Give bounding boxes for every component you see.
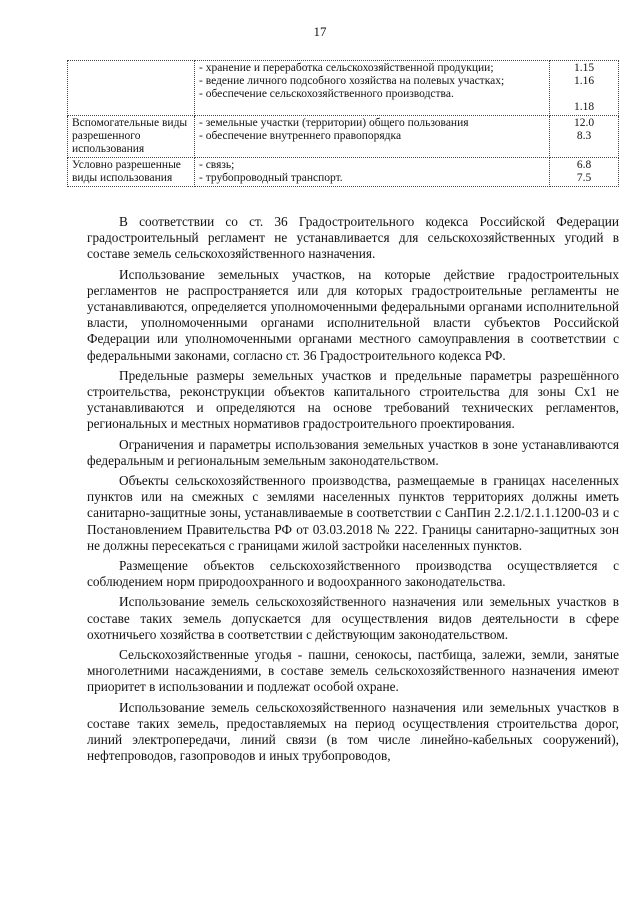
paragraph: Предельные размеры земельных участков и предельные параметры разрешённого строительства, реконструкции объектов капитального строительства для зоны Сх1 не устанавливаются и определяются на основе требований технических регламентов, региональных и местных нормативов градостроительного проектирования. (87, 367, 619, 432)
table-cell-items (195, 158, 550, 187)
list-item: - земельные участки (территории) общего пользования (199, 117, 469, 129)
paragraph: Сельскохозяйственные угодья - пашни, сенокосы, пастбища, залежи, земли, занятые многолетними насаждениями, в составе земель сельскохозяйственного назначения имеют приоритет в использовании и подлежат особой охране. (87, 647, 619, 695)
table-cell-category: Условно разрешенные виды использования (68, 158, 195, 187)
code-value: 7.5 (576, 172, 592, 184)
land-use-table (67, 60, 619, 187)
table-row (68, 116, 619, 158)
table-cell-category (68, 61, 195, 116)
page-number: 17 (313, 24, 327, 39)
code-value: 1.16 (573, 75, 595, 87)
paragraph: Использование земель сельскохозяйственного назначения или земельных участков в составе таких земель допускается для осуществления видов деятельности в сфере охотничьего хозяйства в соответствии с действующим законодательством. (87, 594, 619, 642)
paragraph: Размещение объектов сельскохозяйственного производства осуществляется с соблюдением норм природоохранного и водоохранного законодательства. (87, 558, 619, 590)
body-text (87, 214, 619, 769)
table-row (68, 158, 619, 187)
paragraph: Использование земельных участков, на которые действие градостроительных регламентов не распространяется или для которых градостроительные регламенты не устанавливаются, определяется уполномоченными федеральными органами исполнительной власти, уполномоченными органами исполнительной власти субъектов Российской Федерации или уполномоченными органами местного самоуправления в соответствии с федеральными законами, согласно ст. 36 Градостроительного кодекса РФ. (87, 266, 619, 363)
paragraph: Использование земель сельскохозяйственного назначения или земельных участков в составе таких земель, предоставляемых на период осуществления строительства дорог, линий электропередачи, линий связи (в том числе линейно-кабельных сооружений), нефтепроводов, газопроводов и иных трубопроводов, (87, 699, 619, 764)
list-item: - связь; (199, 159, 235, 171)
table-cell-codes (550, 116, 619, 158)
table-cell-items (195, 116, 550, 158)
paragraph: Ограничения и параметры использования земельных участков в зоне устанавливаются федеральным и региональным земельным законодательством. (87, 436, 619, 468)
list-item: - трубопроводный транспорт. (199, 172, 343, 184)
list-item: - обеспечение внутреннего правопорядка (199, 130, 402, 142)
table-row (68, 61, 619, 116)
list-item: - ведение личного подсобного хозяйства на полевых участках; (199, 75, 505, 87)
list-item: - хранение и переработка сельскохозяйственной продукции; (199, 62, 494, 74)
paragraph: Объекты сельскохозяйственного производства, размещаемые в границах населенных пунктов или на смежных с землями населенных пунктов территориях должны иметь санитарно-защитные зоны, устанавливаемые в соответствии с СанПин 2.2.1/2.1.1.1200-03 и с Постановлением Правительства РФ от 03.03.2018 № 222. Границы санитарно-защитных зон не должны пересекаться с границами жилой застройки населенных пунктов. (87, 473, 619, 553)
code-value: 1.18 (573, 101, 595, 113)
code-value: 12.0 (573, 117, 595, 129)
table-cell-codes (550, 158, 619, 187)
paragraph: В соответствии со ст. 36 Градостроительного кодекса Российской Федерации градостроительный регламент не устанавливается для сельскохозяйственных угодий в составе земель сельскохозяйственного назначения. (87, 214, 619, 262)
table-cell-category: Вспомогательные виды разрешенного использования (68, 116, 195, 158)
code-value: 8.3 (576, 130, 592, 142)
table-cell-codes (550, 61, 619, 116)
code-value: 6.8 (576, 159, 592, 171)
table-cell-items (195, 61, 550, 116)
code-value: 1.15 (573, 62, 595, 74)
list-item: - обеспечение сельскохозяйственного производства. (199, 88, 454, 100)
